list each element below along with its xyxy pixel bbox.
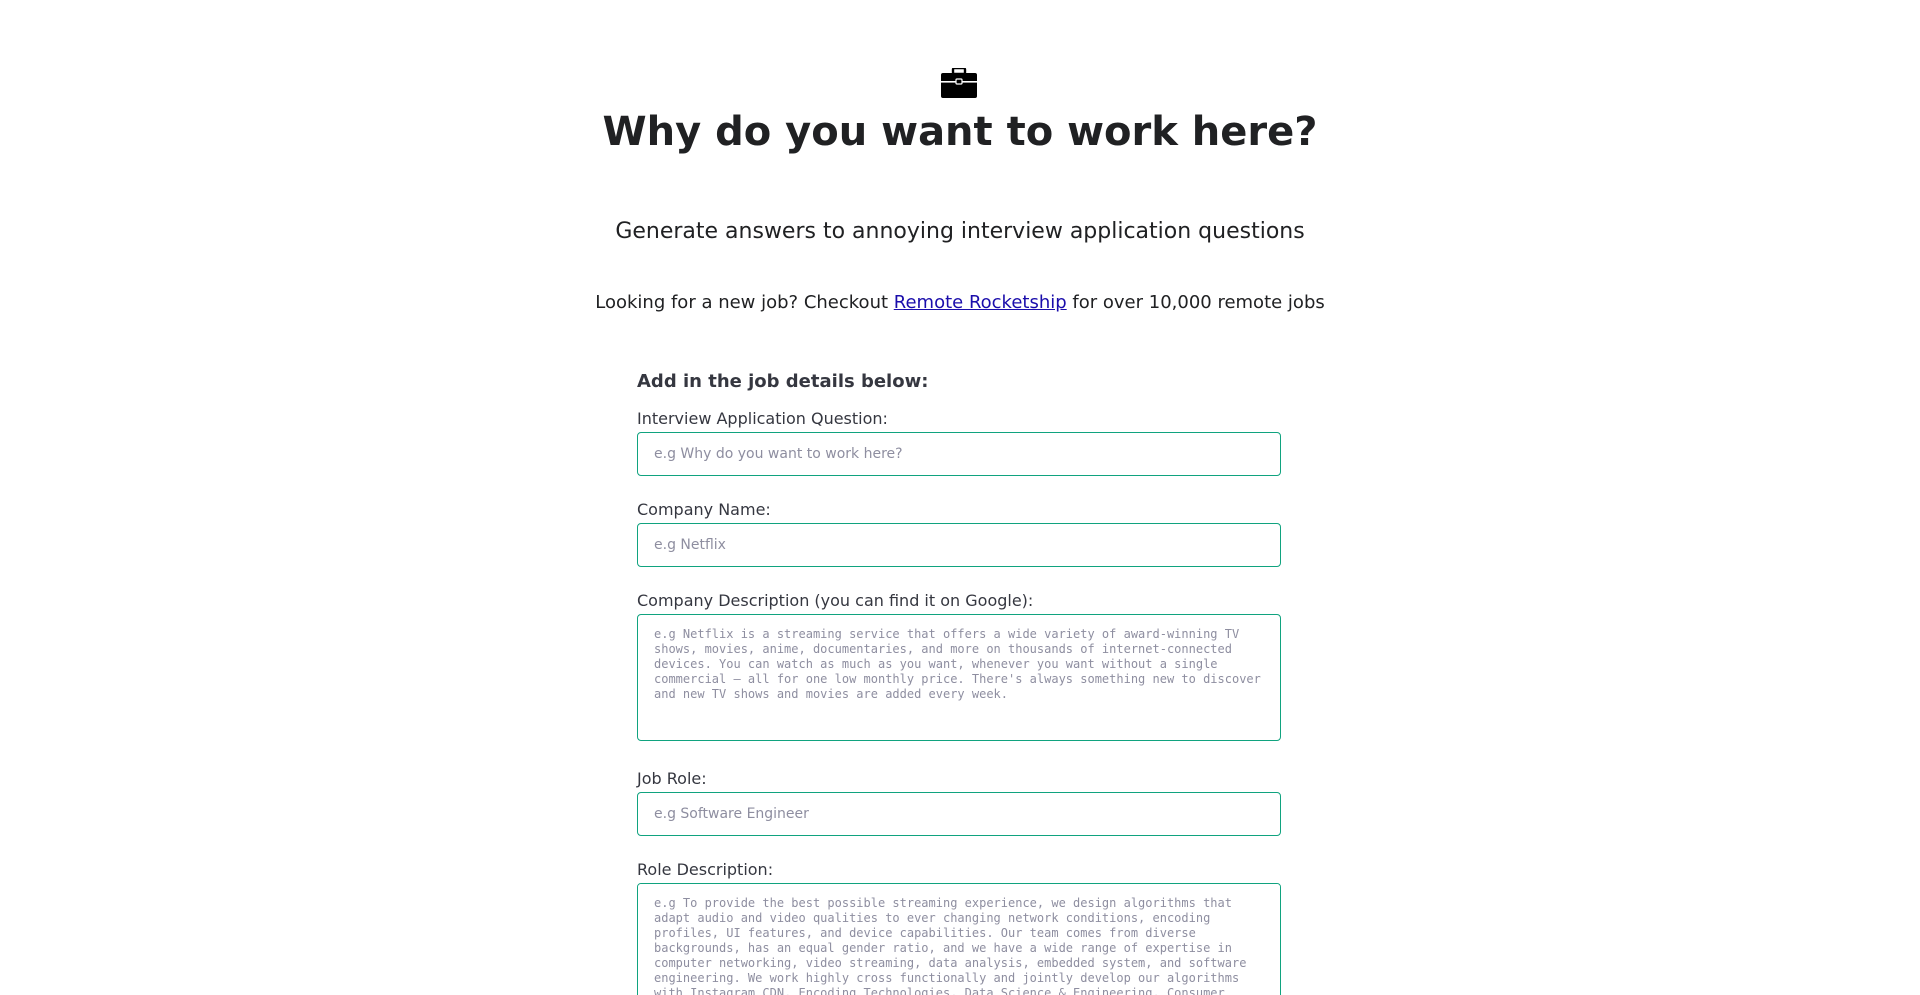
- question-label: Interview Application Question:: [637, 409, 888, 428]
- form-heading: Add in the job details below:: [637, 371, 929, 392]
- question-input[interactable]: [637, 432, 1281, 476]
- role-description-label: Role Description:: [637, 860, 774, 879]
- promo-suffix: for over 10,000 remote jobs: [1066, 292, 1325, 313]
- company-description-label: Company Description (you can find it on Google):: [637, 591, 1034, 610]
- company-description-field: [637, 591, 1281, 745]
- page-title: Why do you want to work here?: [602, 109, 1318, 155]
- briefcase-icon: [941, 68, 977, 98]
- company-name-field: [637, 500, 1281, 567]
- job-details-form: [637, 369, 1281, 995]
- promo-prefix: Looking for a new job? Checkout: [595, 292, 894, 313]
- company-name-input[interactable]: [637, 523, 1281, 567]
- role-description-field: [637, 860, 1281, 995]
- page-subtitle: Generate answers to annoying interview application questions: [615, 219, 1305, 244]
- company-description-textarea[interactable]: [637, 614, 1281, 741]
- job-role-field: [637, 769, 1281, 836]
- remote-rocketship-link[interactable]: Remote Rocketship: [893, 292, 1067, 313]
- role-description-textarea[interactable]: [637, 883, 1281, 995]
- promo-text: [0, 290, 1920, 316]
- job-role-input[interactable]: [637, 792, 1281, 836]
- company-name-label: Company Name:: [637, 500, 771, 519]
- job-role-label: Job Role:: [637, 769, 707, 788]
- question-field: [637, 409, 1281, 476]
